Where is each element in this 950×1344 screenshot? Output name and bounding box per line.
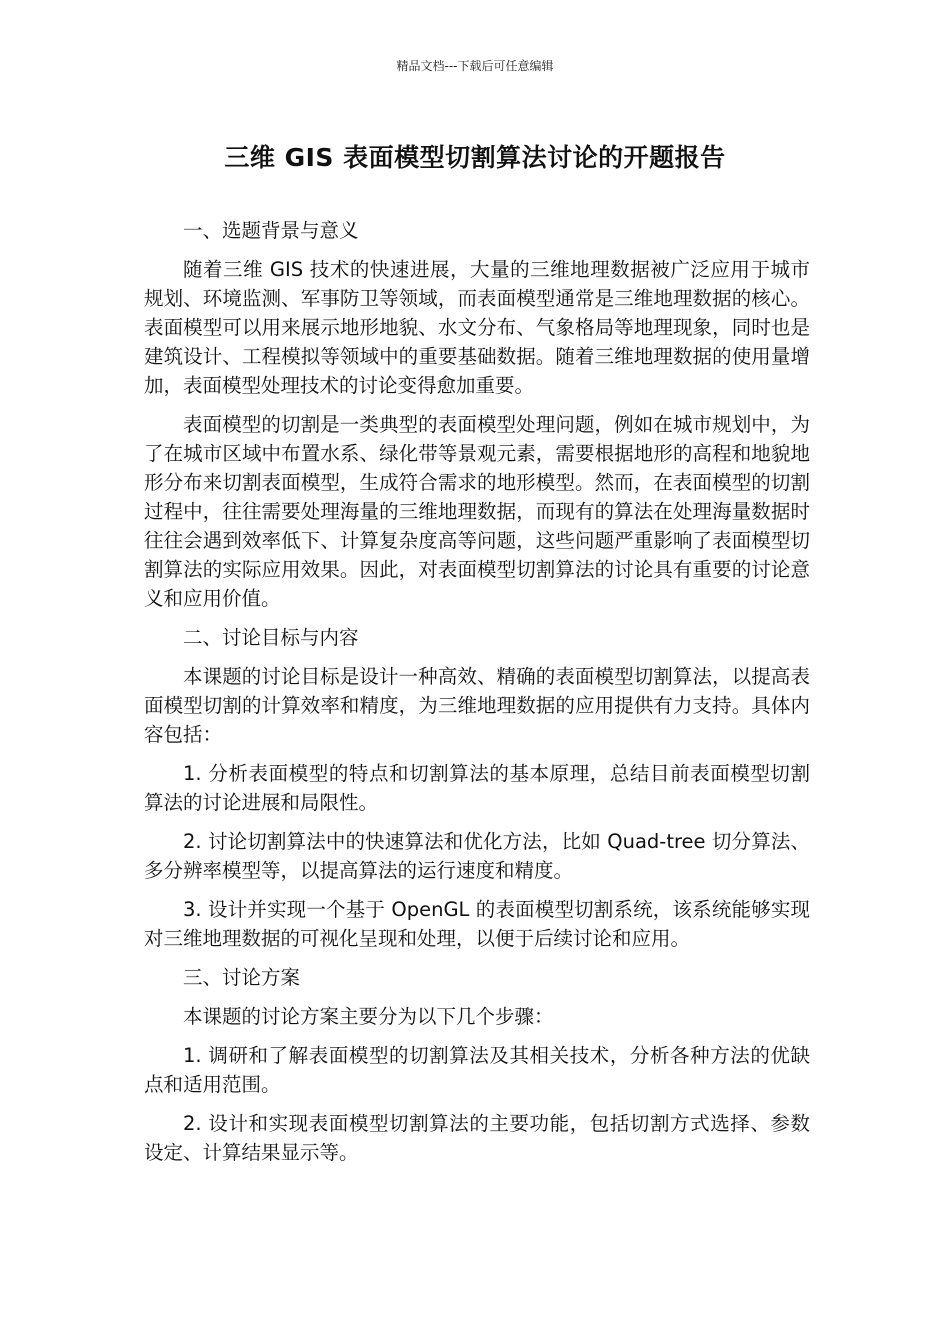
paragraph-goals-item-2: 2. 讨论切割算法中的快速算法和优化方法，比如 Quad-tree 切分算法、多分辨率模型等，以提高算法的运行速度和精度。 xyxy=(144,830,810,882)
paragraph-goals-intro: 本课题的讨论目标是设计一种高效、精确的表面模型切割算法，以提高表面模型切割的计算效率和精度，为三维地理数据的应用提供有力支持。具体内容包括： xyxy=(144,665,810,746)
section-heading-background: 一、选题背景与意义 xyxy=(183,219,359,242)
paragraph-plan-item-2: 2. 设计和实现表面模型切割算法的主要功能，包括切割方式选择、参数设定、计算结果显示等。 xyxy=(144,1112,810,1164)
document-body xyxy=(144,216,810,1177)
paragraph-goals-item-1: 1. 分析表面模型的特点和切割算法的基本原理，总结目前表面模型切割算法的讨论进展和局限性。 xyxy=(144,762,810,814)
paragraph-background-2: 表面模型的切割是一类典型的表面模型处理问题，例如在城市规划中，为了在城市区域中布置水系、绿化带等景观元素，需要根据地形的高程和地貌地形分布来切割表面模型，生成符合需求的地形模型。然而，在表面模型的切割过程中，往往需要处理海量的三维地理数据，而现有的算法在处理海量数据时往往会遇到效率低下、计算复杂度高等问题，这些问题严重影响了表面模型切割算法的实际应用效果。因此，对表面模型切割算法的讨论具有重要的讨论意义和应用价值。 xyxy=(144,413,810,610)
header-note: 精品文档---下载后可任意编辑 xyxy=(396,59,554,73)
paragraph-plan-item-1: 1. 调研和了解表面模型的切割算法及其相关技术，分析各种方法的优缺点和适用范围。 xyxy=(144,1044,810,1096)
document-title: 三维 GIS 表面模型切割算法讨论的开题报告 xyxy=(224,143,726,172)
section-heading-goals: 二、讨论目标与内容 xyxy=(183,626,359,649)
section-heading-plan: 三、讨论方案 xyxy=(183,966,301,989)
paragraph-background-1: 随着三维 GIS 技术的快速进展，大量的三维地理数据被广泛应用于城市规划、环境监测、军事防卫等领域，而表面模型通常是三维地理数据的核心。表面模型可以用来展示地形地貌、水文分布、气象格局等地理现象，同时也是建筑设计、工程模拟等领域中的重要基础数据。随着三维地理数据的使用量增加，表面模型处理技术的讨论变得愈加重要。 xyxy=(144,258,810,397)
paragraph-plan-intro: 本课题的讨论方案主要分为以下几个步骤： xyxy=(183,1005,554,1028)
paragraph-goals-item-3: 3. 设计并实现一个基于 OpenGL 的表面模型切割系统，该系统能够实现对三维地理数据的可视化呈现和处理，以便于后续讨论和应用。 xyxy=(144,898,810,950)
